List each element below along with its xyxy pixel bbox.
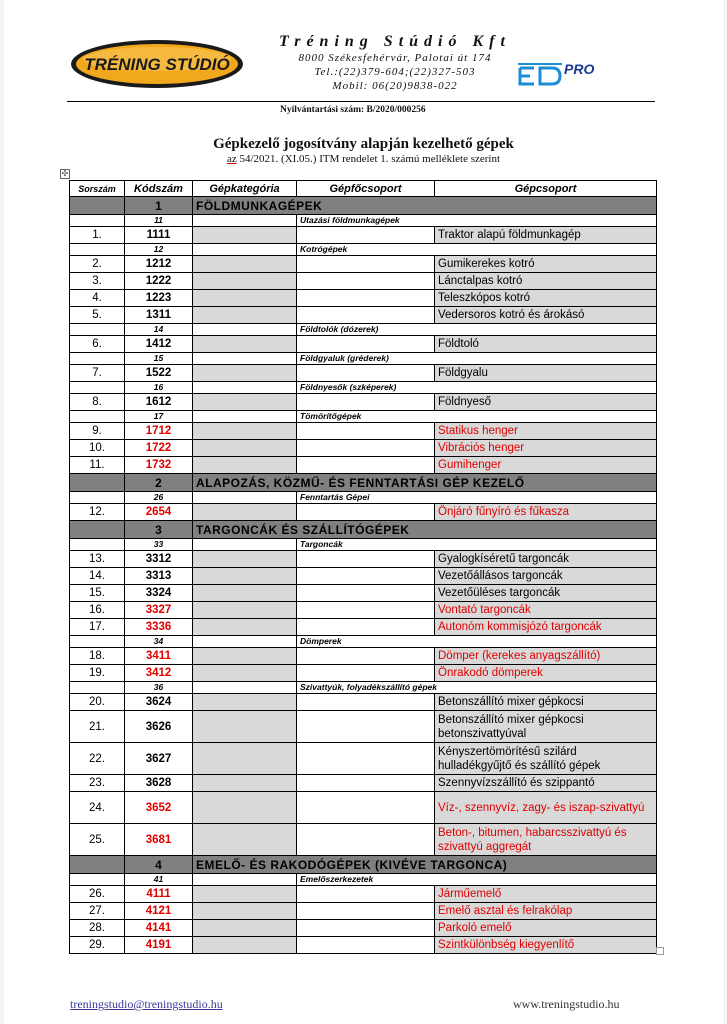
empty-cell [70,353,125,365]
category-cell [193,648,297,665]
subgroup-code: 16 [125,382,193,394]
table-row [70,937,657,954]
empty-cell [193,636,297,648]
machine-group-cell: Földtoló [435,336,657,353]
category-cell [193,792,297,824]
row-number: 3. [70,273,125,290]
machine-group-cell: Vezetőüléses targoncák [435,585,657,602]
machine-group-cell: Vedersoros kotró és árokásó [435,307,657,324]
row-number: 16. [70,602,125,619]
section-row [70,197,657,215]
row-code: 1223 [125,290,193,307]
subgroup-code: 34 [125,636,193,648]
category-cell [193,336,297,353]
subgroup-row [70,492,657,504]
section-title: FÖLDMUNKAGÉPEK [193,197,657,215]
main-group-cell [297,665,435,682]
header-rule [67,101,655,102]
main-group-cell [297,504,435,521]
empty-cell [70,197,125,215]
table-row [70,602,657,619]
section-code: 3 [125,521,193,539]
empty-cell [193,492,297,504]
table-row [70,711,657,743]
main-group-cell [297,365,435,382]
row-code: 1732 [125,457,193,474]
row-code: 3411 [125,648,193,665]
table-row [70,665,657,682]
empty-cell [193,324,297,336]
table-row [70,568,657,585]
subgroup-code: 17 [125,411,193,423]
table-row [70,903,657,920]
category-cell [193,423,297,440]
subtitle-rest: 54/2021. (XI.05.) ITM rendelet 1. számú melléklete szerint [236,153,501,165]
subgroup-code: 36 [125,682,193,694]
category-cell [193,394,297,411]
subgroup-title: Földnyesők (szképerek) [297,382,657,394]
table-row [70,792,657,824]
subtitle-prefix: az [226,153,237,165]
main-group-cell [297,307,435,324]
subgroup-title: Földtolók (dózerek) [297,324,657,336]
machine-group-cell: Önrakodó dömperek [435,665,657,682]
trening-studio-logo [70,39,244,89]
table-row [70,886,657,903]
empty-cell [193,539,297,551]
row-number: 9. [70,423,125,440]
table-row [70,619,657,636]
table-row [70,273,657,290]
row-code: 3324 [125,585,193,602]
row-code: 3626 [125,711,193,743]
empty-cell [70,682,125,694]
section-code: 4 [125,856,193,874]
row-number: 26. [70,886,125,903]
section-row [70,856,657,874]
subgroup-code: 14 [125,324,193,336]
empty-cell [193,215,297,227]
row-number: 13. [70,551,125,568]
empty-cell [70,492,125,504]
empty-cell [70,382,125,394]
table-row [70,743,657,775]
row-code: 3312 [125,551,193,568]
section-code: 1 [125,197,193,215]
main-group-cell [297,290,435,307]
machine-group-cell: Teleszkópos kotró [435,290,657,307]
machine-group-cell: Betonszállító mixer gépkocsi [435,694,657,711]
pro-logo-text: PRO [564,61,595,77]
subgroup-title: Utazási földmunkagépek [297,215,657,227]
main-group-cell [297,440,435,457]
table-row [70,551,657,568]
subgroup-code: 41 [125,874,193,886]
empty-cell [70,856,125,874]
subgroup-row [70,539,657,551]
main-group-cell [297,423,435,440]
subgroup-code: 15 [125,353,193,365]
category-cell [193,937,297,954]
section-title: ALAPOZÁS, KÖZMŰ- ÉS FENNTARTÁSI GÉP KEZELŐ [193,474,657,492]
machine-group-cell: Beton-, bitumen, habarcsszivattyú és szivattyú aggregát [435,824,657,856]
row-number: 25. [70,824,125,856]
category-cell [193,694,297,711]
machine-group-cell: Kényszertömörítésű szilárd hulladékgyűjtő és szállító gépek [435,743,657,775]
machine-group-cell: Gumikerekes kotró [435,256,657,273]
empty-cell [70,474,125,492]
empty-cell [70,874,125,886]
row-number: 19. [70,665,125,682]
category-cell [193,504,297,521]
machine-group-cell: Szennyvízszállító és szippantó [435,775,657,792]
category-cell [193,307,297,324]
empty-cell [193,682,297,694]
category-cell [193,457,297,474]
subgroup-code: 33 [125,539,193,551]
table-row [70,307,657,324]
main-group-cell [297,903,435,920]
section-code: 2 [125,474,193,492]
row-code: 1412 [125,336,193,353]
table-row [70,775,657,792]
subgroup-title: Szivattyúk, folyadékszállító gépek [297,682,657,694]
row-number: 8. [70,394,125,411]
category-cell [193,227,297,244]
subgroup-title: Kotrógépek [297,244,657,256]
table-row [70,290,657,307]
row-code: 3627 [125,743,193,775]
category-cell [193,551,297,568]
machine-group-cell: Szintkülönbség kiegyenlítő [435,937,657,954]
table-row [70,365,657,382]
machine-group-cell: Víz-, szennyvíz, zagy- és iszap-szivattyú [435,792,657,824]
section-row [70,474,657,492]
row-code: 3624 [125,694,193,711]
row-code: 3327 [125,602,193,619]
empty-cell [193,244,297,256]
machine-group-cell: Parkoló emelő [435,920,657,937]
main-group-cell [297,937,435,954]
category-cell [193,290,297,307]
main-group-cell [297,886,435,903]
subgroup-row [70,636,657,648]
machine-group-cell: Vontató targoncák [435,602,657,619]
row-code: 1111 [125,227,193,244]
main-group-cell [297,743,435,775]
row-number: 20. [70,694,125,711]
main-group-cell [297,394,435,411]
table-row [70,256,657,273]
main-group-cell [297,585,435,602]
table-row [70,504,657,521]
row-number: 14. [70,568,125,585]
row-code: 4141 [125,920,193,937]
row-code: 3628 [125,775,193,792]
main-group-cell [297,273,435,290]
category-cell [193,602,297,619]
main-group-cell [297,920,435,937]
row-code: 4111 [125,886,193,903]
main-group-cell [297,568,435,585]
machine-group-cell: Földgyalu [435,365,657,382]
footer-website: www.treningstudio.hu [513,997,620,1011]
subgroup-code: 26 [125,492,193,504]
row-number: 18. [70,648,125,665]
row-number: 5. [70,307,125,324]
row-code: 3412 [125,665,193,682]
category-cell [193,711,297,743]
company-phone: Tel.:(22)379-604;(22)327-503 [314,66,476,78]
category-cell [193,903,297,920]
table-header-row [70,181,657,197]
row-code: 2654 [125,504,193,521]
row-code: 1311 [125,307,193,324]
row-code: 1212 [125,256,193,273]
machine-table [69,180,657,954]
column-header: Gépcsoport [435,181,657,197]
category-cell [193,568,297,585]
row-number: 23. [70,775,125,792]
subgroup-title: Tömörítőgépek [297,411,657,423]
row-number: 10. [70,440,125,457]
category-cell [193,886,297,903]
row-code: 3681 [125,824,193,856]
row-code: 1712 [125,423,193,440]
empty-cell [70,324,125,336]
registration-number: Nyilvántartási szám: B/2020/000256 [280,105,426,115]
category-cell [193,273,297,290]
machine-group-cell: Gumihenger [435,457,657,474]
main-group-cell [297,227,435,244]
main-group-cell [297,602,435,619]
empty-cell [70,539,125,551]
subgroup-row [70,874,657,886]
subgroup-title: Targoncák [297,539,657,551]
subgroup-title: Emelőszerkezetek [297,874,657,886]
subgroup-row [70,215,657,227]
move-cross-icon[interactable]: ✣ [61,169,69,178]
machine-group-cell: Önjáró fűnyíró és fűkasza [435,504,657,521]
row-number: 11. [70,457,125,474]
main-group-cell [297,694,435,711]
column-header: Kódszám [125,181,193,197]
machine-group-cell: Traktor alapú földmunkagép [435,227,657,244]
main-group-cell [297,336,435,353]
document-subtitle [0,153,727,165]
table-row [70,336,657,353]
subgroup-row [70,411,657,423]
machine-group-cell: Járműemelő [435,886,657,903]
table-row [70,440,657,457]
column-header: Gépfőcsoport [297,181,435,197]
row-number: 29. [70,937,125,954]
category-cell [193,665,297,682]
table-row [70,457,657,474]
row-code: 1722 [125,440,193,457]
company-mobile: Mobil: 06(20)9838-022 [332,80,458,92]
subgroup-code: 12 [125,244,193,256]
subgroup-row [70,353,657,365]
empty-cell [70,411,125,423]
table-row [70,227,657,244]
column-header: Gépkategória [193,181,297,197]
row-number: 22. [70,743,125,775]
subgroup-row [70,244,657,256]
row-number: 27. [70,903,125,920]
row-number: 24. [70,792,125,824]
empty-cell [70,636,125,648]
table-row [70,585,657,602]
machine-group-cell: Dömper (kerekes anyagszállító) [435,648,657,665]
machine-group-cell: Vibrációs henger [435,440,657,457]
empty-cell [70,244,125,256]
empty-cell [193,411,297,423]
machine-group-cell: Emelő asztal és felrakólap [435,903,657,920]
table-row [70,423,657,440]
row-code: 3313 [125,568,193,585]
category-cell [193,743,297,775]
subgroup-row [70,324,657,336]
row-number: 28. [70,920,125,937]
category-cell [193,585,297,602]
row-number: 15. [70,585,125,602]
category-cell [193,775,297,792]
section-row [70,521,657,539]
subgroup-title: Dömperek [297,636,657,648]
row-number: 12. [70,504,125,521]
company-address: 8000 Székesfehérvár, Palotai út 174 [298,52,492,64]
main-group-cell [297,457,435,474]
main-group-cell [297,711,435,743]
category-cell [193,256,297,273]
subgroup-row [70,382,657,394]
company-name: Tréning Stúdió Kft [279,33,511,50]
row-number: 2. [70,256,125,273]
empty-cell [193,382,297,394]
pro-logo [516,58,636,88]
empty-cell [193,353,297,365]
subgroup-row [70,682,657,694]
table-row [70,648,657,665]
row-number: 21. [70,711,125,743]
main-group-cell [297,775,435,792]
main-group-cell [297,619,435,636]
section-title: EMELŐ- ÉS RAKODÓGÉPEK (KIVÉVE TARGONCA) [193,856,657,874]
table-row [70,394,657,411]
row-code: 4121 [125,903,193,920]
row-code: 3336 [125,619,193,636]
row-number: 6. [70,336,125,353]
table-row [70,824,657,856]
logo-text: TRÉNING STÚDIÓ [84,55,230,74]
column-header: Sorszám [70,181,125,197]
table-end-marker [656,947,664,955]
company-header [260,33,530,93]
row-code: 1612 [125,394,193,411]
machine-group-cell: Földnyeső [435,394,657,411]
category-cell [193,824,297,856]
section-title: TARGONCÁK ÉS SZÁLLÍTÓGÉPEK [193,521,657,539]
machine-group-cell: Betonszállító mixer gépkocsi betonszivattyúval [435,711,657,743]
category-cell [193,440,297,457]
row-number: 4. [70,290,125,307]
subgroup-code: 11 [125,215,193,227]
row-code: 1222 [125,273,193,290]
footer-email-link[interactable]: treningstudio@treningstudio.hu [70,997,223,1011]
machine-group-cell: Lánctalpas kotró [435,273,657,290]
subgroup-title: Fenntartás Gépei [297,492,657,504]
row-code: 4191 [125,937,193,954]
category-cell [193,619,297,636]
row-number: 1. [70,227,125,244]
main-group-cell [297,256,435,273]
machine-group-cell: Autonóm kommisjózó targoncák [435,619,657,636]
row-number: 7. [70,365,125,382]
table-row [70,920,657,937]
category-cell [193,365,297,382]
main-group-cell [297,648,435,665]
main-group-cell [297,824,435,856]
row-code: 1522 [125,365,193,382]
row-code: 3652 [125,792,193,824]
machine-group-cell: Gyalogkíséretű targoncák [435,551,657,568]
table-row [70,694,657,711]
empty-cell [193,874,297,886]
empty-cell [70,521,125,539]
machine-group-cell: Statikus henger [435,423,657,440]
subgroup-title: Földgyaluk (gréderek) [297,353,657,365]
main-group-cell [297,551,435,568]
main-group-cell [297,792,435,824]
category-cell [193,920,297,937]
empty-cell [70,215,125,227]
machine-group-cell: Vezetőállásos targoncák [435,568,657,585]
document-title: Gépkezelő jogosítvány alapján kezelhető gépek [213,136,514,152]
row-number: 17. [70,619,125,636]
